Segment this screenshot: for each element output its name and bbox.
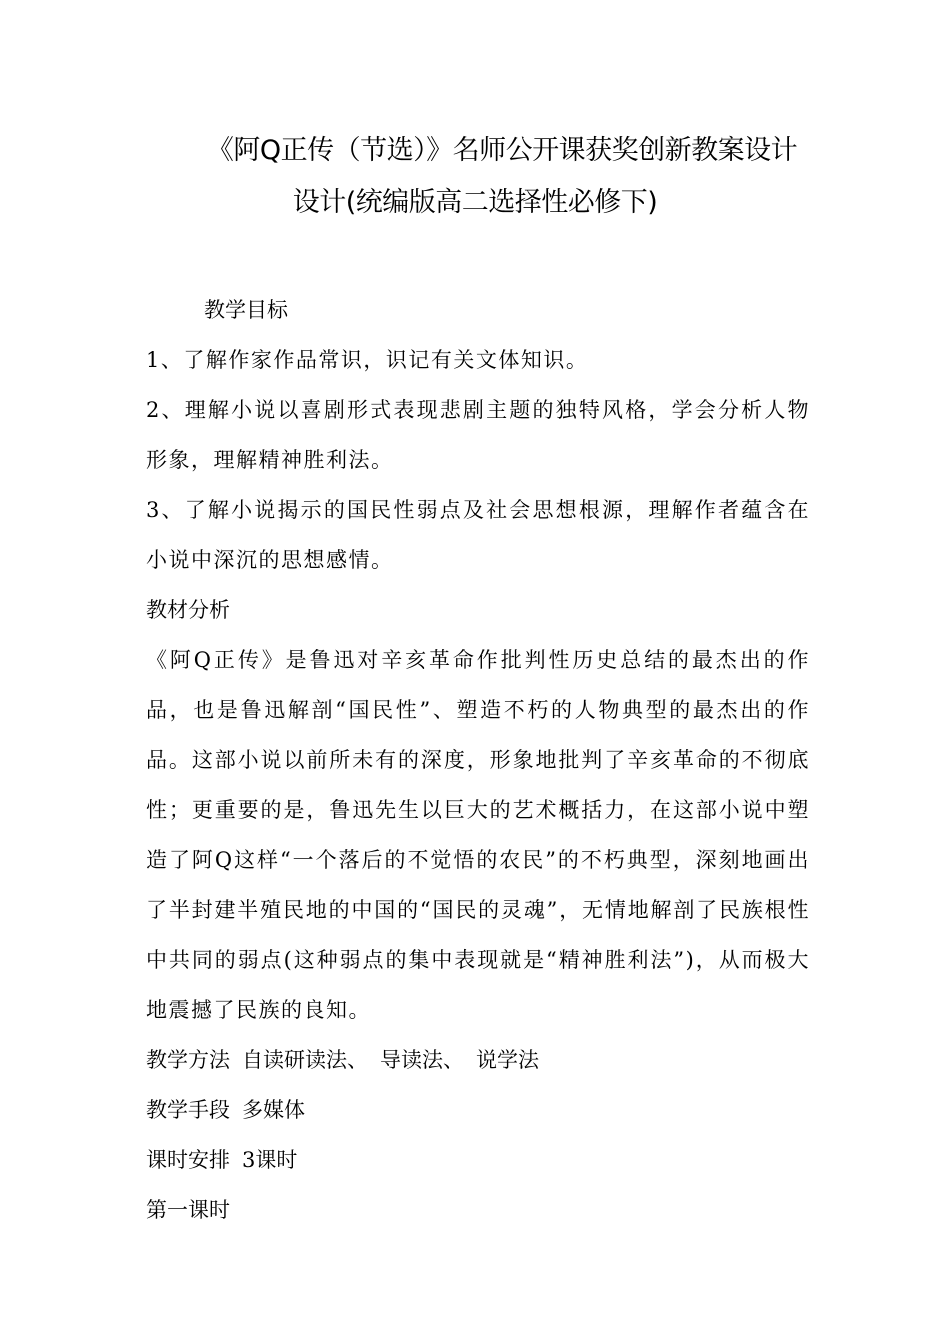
- teaching-method-1: 自读研读法、: [242, 1048, 368, 1072]
- teaching-methods-line: [146, 1035, 810, 1085]
- document-title-line-1: 《阿Q正传（节选）》名师公开课获奖创新教案设计: [206, 135, 798, 166]
- schedule-label: 课时安排: [146, 1148, 230, 1172]
- objective-item-3: 3、了解小说揭示的国民性弱点及社会思想根源，理解作者蕴含在小说中深沉的思想感情。: [146, 498, 810, 572]
- document-title-line-2: 设计(统编版高二选择性必修下): [292, 187, 658, 218]
- analysis-heading: 教材分析: [146, 598, 230, 622]
- document-body: [146, 285, 810, 1235]
- analysis-paragraph: 《阿Q正传》是鲁迅对辛亥革命作批判性历史总结的最杰出的作品，也是鲁迅解剖“国民性”、塑造不朽的人物典型的最杰出的作品。这部小说以前所未有的深度，形象地批判了辛亥革命的不彻底性；更重要的是，鲁迅先生以巨大的艺术概括力，在这部小说中塑造了阿Q这样“一个落后的不觉悟的农民”的不朽典型，深刻地画出了半封建半殖民地的中国的“国民的灵魂”，无情地解剖了民族根性中共同的弱点(这种弱点的集中表现就是“精神胜利法”)，从而极大地震撼了民族的良知。: [146, 648, 810, 1022]
- teaching-means-value: 多媒体: [242, 1098, 305, 1122]
- objectives-heading: 教学目标: [204, 298, 288, 322]
- schedule-line: [146, 1135, 810, 1185]
- teaching-method-3: 说学法: [476, 1048, 539, 1072]
- first-lesson-heading: 第一课时: [146, 1198, 230, 1222]
- teaching-means-label: 教学手段: [146, 1098, 230, 1122]
- teaching-means-line: [146, 1085, 810, 1135]
- objective-item-1: 1、了解作家作品常识，识记有关文体知识。: [146, 348, 589, 372]
- objective-item-2: 2、理解小说以喜剧形式表现悲剧主题的独特风格，学会分析人物形象，理解精神胜利法。: [146, 398, 810, 472]
- teaching-methods-label: 教学方法: [146, 1048, 230, 1072]
- teaching-method-2: 导读法、: [380, 1048, 464, 1072]
- schedule-value: 3课时: [242, 1148, 298, 1172]
